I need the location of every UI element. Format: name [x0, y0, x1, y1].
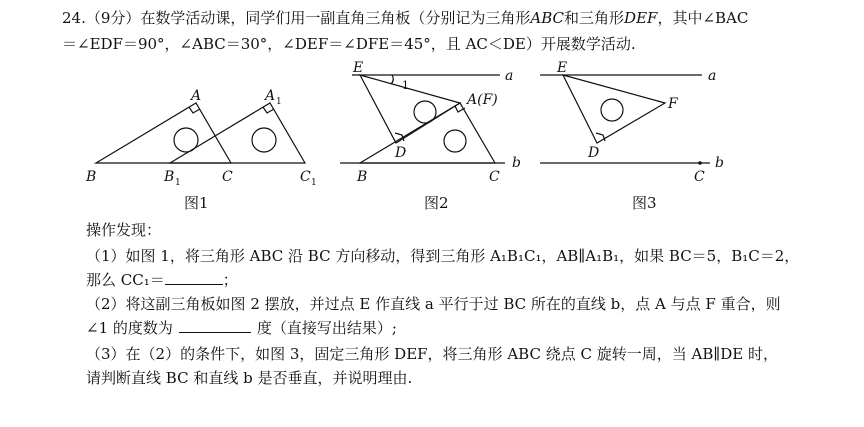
- label-c1: C: [300, 169, 311, 185]
- label-line-a-fig3: a: [708, 68, 717, 84]
- triangle-abc: [96, 103, 231, 163]
- angle-1-arc: [391, 75, 393, 84]
- caption-figure-2: 图2: [424, 194, 449, 212]
- label-line-b-fig3: b: [715, 155, 724, 171]
- figure-2: [340, 75, 505, 163]
- problem-line-2: ＝∠EDF＝90°，∠ABC＝30°，∠DEF＝∠DFE＝45°，且 AC＜DE）开展数学活动.: [62, 35, 636, 53]
- question-3-line-1: （3）在（2）的条件下，如图 3，固定三角形 DEF，将三角形 ABC 绕点 C 旋转一周，当 AB∥DE 时，: [86, 345, 779, 363]
- question-2-line-2: [86, 318, 397, 338]
- problem-and: 和三角形: [564, 9, 625, 27]
- label-a-f: A(F): [467, 92, 498, 108]
- question-2-end: 度（直接写出结果）;: [256, 319, 397, 337]
- label-d: D: [395, 145, 407, 161]
- label-a: A: [191, 88, 202, 104]
- label-c1-sub: 1: [311, 178, 317, 188]
- label-e-fig3: E: [557, 60, 568, 76]
- right-angle-mark-d-fig3: [596, 133, 605, 141]
- triangle-abc-label: ABC: [530, 9, 565, 27]
- answer-blank-cc1[interactable]: [165, 270, 223, 285]
- label-c-fig2: C: [489, 169, 500, 185]
- label-a1-sub: 1: [276, 97, 282, 107]
- question-1-line-1: （1）如图 1，将三角形 ABC 沿 BC 方向移动，得到三角形 A₁B₁C₁，AB∥A₁B₁，如果 BC＝5，B₁C＝2，: [86, 247, 800, 265]
- figure-1: [96, 103, 305, 163]
- label-angle-1: 1: [402, 79, 409, 92]
- triangle-def-label: DEF: [624, 9, 658, 27]
- triangle-abc-hole-fig2: [444, 130, 466, 152]
- label-f-fig3: F: [668, 96, 678, 112]
- label-a1: A: [265, 88, 276, 104]
- section-heading: 操作发现：: [86, 221, 162, 239]
- figure-3: [540, 75, 710, 163]
- label-b1-sub: 1: [175, 178, 181, 188]
- triangle-def-hole: [414, 101, 436, 123]
- question-1-end: ；: [222, 271, 238, 289]
- question-3-line-2: 请判断直线 BC 和直线 b 是否垂直，并说明理由.: [86, 369, 413, 387]
- caption-figure-1: 图1: [184, 194, 209, 212]
- problem-intro: 24.（9分）在数学活动课，同学们用一副直角三角板（分别记为三角形: [62, 9, 531, 27]
- right-angle-mark-a-fig2: [455, 106, 465, 112]
- label-b: B: [86, 169, 97, 185]
- question-2-line-1: （2）将这副三角板如图 2 摆放，并过点 E 作直线 a 平行于过 BC 所在的直线 b，点 A 与点 F 重合，则: [86, 295, 781, 313]
- triangle-def-hole-fig3: [601, 99, 623, 121]
- triangle-a1b1c1: [170, 103, 305, 163]
- label-b1: B: [164, 169, 175, 185]
- question-1-line-2: [86, 270, 238, 290]
- label-c-fig3: C: [694, 169, 705, 185]
- problem-angle-bac: ，其中∠BAC: [657, 9, 749, 27]
- answer-blank-angle-1[interactable]: [179, 318, 251, 333]
- triangle-def-fig3: [563, 75, 665, 143]
- label-line-a: a: [505, 68, 514, 84]
- label-d-fig3: D: [588, 145, 600, 161]
- label-line-b: b: [512, 155, 521, 171]
- question-1-prompt: 那么 CC₁＝: [86, 271, 165, 289]
- triangle-a1b1c1-hole: [252, 128, 276, 152]
- label-b-fig2: B: [357, 169, 368, 185]
- label-e: E: [353, 60, 364, 76]
- triangle-abc-hole: [174, 128, 198, 152]
- caption-figure-3: 图3: [632, 194, 657, 212]
- point-c-fig3: [698, 161, 702, 165]
- question-2-prompt: ∠1 的度数为: [86, 319, 173, 337]
- label-c: C: [222, 169, 233, 185]
